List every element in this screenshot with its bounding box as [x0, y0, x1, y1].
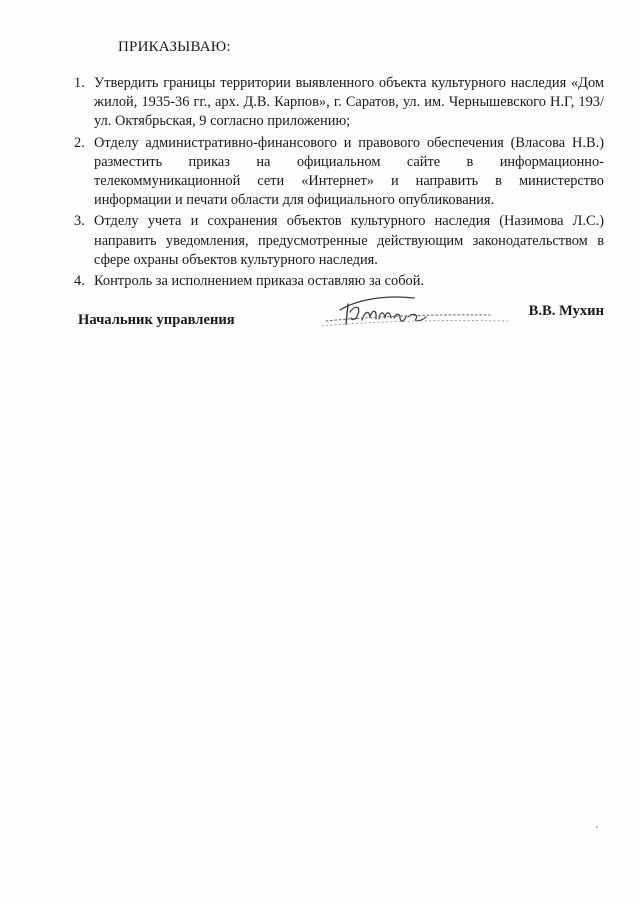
scan-speck: [596, 826, 598, 828]
order-item-text: Отделу административно-финансового и правового обеспечения (Власова Н.В.) разместить приказ на официальном сайте в информационно-телекоммуникационной сети «Интернет» и направить в министерство информации и печати области для официального опубликования.: [94, 134, 604, 209]
order-item-number: 4.: [74, 273, 85, 290]
order-item-text: Утвердить границы территории выявленного объекта культурного наследия «Дом жилой, 1935-36 гг., арх. Д.В. Карпов», г. Саратов, ул. им. Чернышевского Н.Г, 193/ул. Октябрьская, 9 согласно приложению;: [94, 75, 604, 130]
order-heading: ПРИКАЗЫВАЮ:: [118, 39, 231, 55]
order-item-number: 3.: [74, 213, 85, 230]
order-item-text: Отделу учета и сохранения объектов культурного наследия (Назимова Л.С.) направить уведомления, предусмотренные действующим законодательством в сфере охраны объектов культурного наследия.: [94, 213, 604, 268]
signatory-position: Начальник управления: [78, 312, 235, 328]
order-list: [74, 74, 604, 293]
order-item-number: 2.: [74, 134, 85, 151]
signatory-name: В.В. Мухин: [528, 303, 604, 319]
order-item-text: Контроль за исполнением приказа оставляю за собой.: [94, 273, 425, 290]
order-item-1: [74, 74, 604, 132]
handwritten-signature: [318, 290, 518, 332]
order-item-2: [74, 134, 604, 211]
order-item-4: [74, 272, 604, 291]
order-item-number: 1.: [74, 75, 85, 91]
signature-block: [78, 290, 604, 340]
order-item-3: [74, 212, 604, 270]
